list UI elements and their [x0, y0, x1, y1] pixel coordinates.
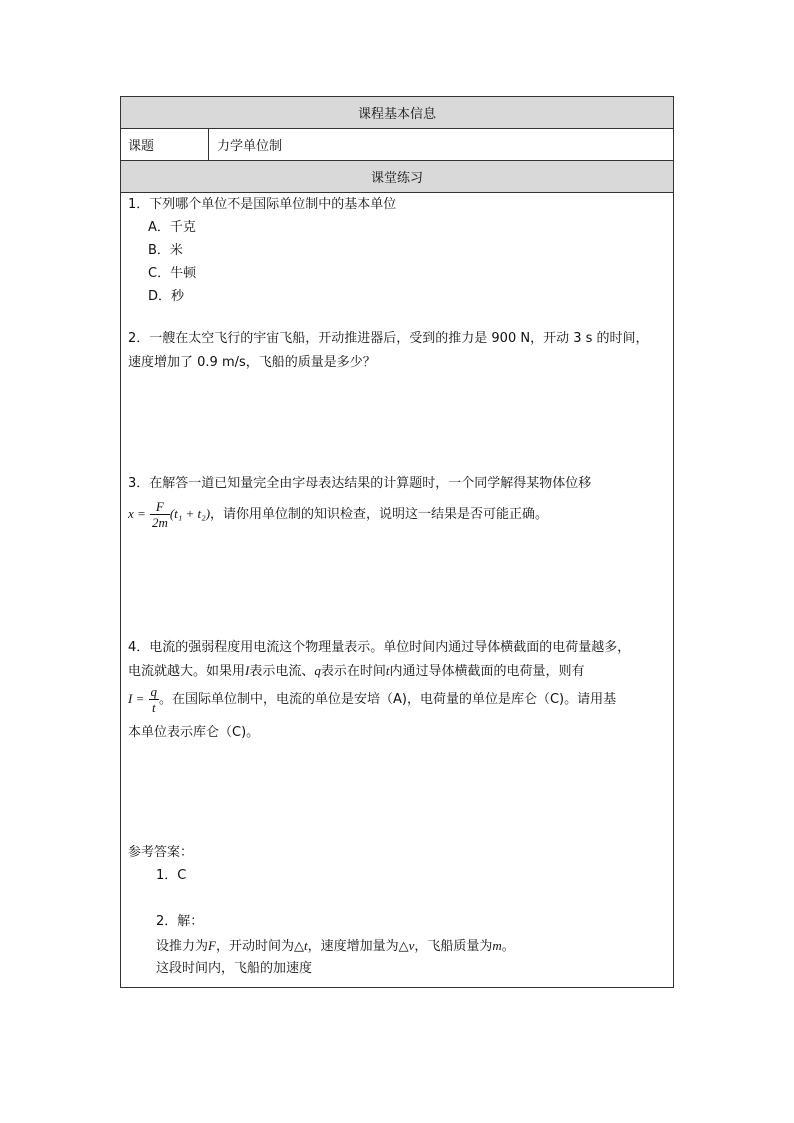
q4-line-4: 本单位表示库仑（C)。 — [128, 725, 260, 740]
q4-formula-lhs: I = — [128, 691, 145, 706]
q4-var-t: t — [385, 663, 390, 678]
q4-var-i: I — [245, 663, 250, 678]
topic-row — [121, 129, 673, 161]
answer-2-line-1 — [156, 937, 515, 956]
answer-2-part-c: ，速度增加量为△ — [307, 939, 409, 954]
exercise-header — [121, 161, 673, 193]
q2-line-1: 2．一艘在太空飞行的宇宙飞船，开动推进器后，受到的推力是 900 N，开动 3 s 的时间， — [128, 331, 649, 346]
answer-2-var-m: m — [492, 938, 502, 953]
answer-2-title: 2．解： — [156, 914, 204, 929]
q4-line-3 — [128, 682, 616, 717]
exercise-title: 课堂练习 — [370, 171, 423, 186]
q4-line-2 — [128, 662, 585, 681]
answer-2-var-f: F — [208, 938, 216, 953]
q1-option-b: B．米 — [148, 243, 183, 258]
q3-line-1: 3．在解答一道已知量完全由字母表达结果的计算题时，一个同学解得某物体位移 — [128, 476, 592, 491]
answer-1: 1．C — [156, 868, 187, 883]
answer-2-part-a: 设推力为 — [156, 939, 209, 954]
q4-formula-fraction — [149, 684, 160, 715]
q4-line-2-part-d: 内通过导体横截面的电荷量，则有 — [389, 664, 585, 679]
q1-option-a: A．千克 — [148, 220, 196, 235]
answer-2-var-v: v — [408, 938, 415, 953]
q1-stem: 1．下列哪个单位不是国际单位制中的基本单位 — [128, 197, 397, 212]
exercise-content — [121, 193, 673, 987]
course-info-header — [121, 97, 673, 129]
q4-line-2-part-a: 电流就越大。如果用 — [128, 664, 246, 679]
answers-title: 参考答案： — [128, 845, 194, 860]
q3-line-2 — [128, 497, 548, 532]
answer-2-part-e: 。 — [501, 939, 515, 954]
q1-option-c: C．牛顿 — [148, 266, 197, 281]
answer-2-line-2: 这段时间内，飞船的加速度 — [156, 961, 313, 976]
q3-formula-rhs: (t₁ + t₂) — [169, 506, 211, 521]
course-info-title: 课程基本信息 — [357, 107, 436, 122]
q4-line-2-part-b: 表示电流、 — [249, 664, 315, 679]
q4-line-2-part-c: 表示在时间 — [320, 664, 386, 679]
answer-2-part-d: ，飞船质量为 — [414, 939, 493, 954]
q3-formula-fraction — [150, 499, 170, 530]
answer-2-var-t: t — [303, 938, 308, 953]
answer-2-part-b: ，开动时间为△ — [215, 939, 304, 954]
q4-var-q: q — [314, 663, 321, 678]
lesson-sheet — [120, 96, 674, 988]
q3-formula-numerator: F — [150, 499, 170, 515]
q4-formula-denominator: t — [151, 700, 156, 715]
q1-option-d: D．秒 — [148, 289, 185, 304]
q4-line-1: 4．电流的强弱程度用电流这个物理量表示。单位时间内通过导体横截面的电荷量越多， — [128, 640, 631, 655]
topic-label: 课题 — [121, 129, 209, 160]
q3-line-2-text: ，请你用单位制的知识检查，说明这一结果是否可能正确。 — [210, 507, 549, 522]
q3-formula-denominator: 2m — [151, 515, 168, 530]
q3-formula-lhs: x = — [128, 506, 146, 521]
q4-formula-numerator: q — [150, 684, 157, 699]
topic-value: 力学单位制 — [217, 139, 283, 154]
q2-line-2: 速度增加了 0.9 m/s，飞船的质量是多少？ — [128, 355, 376, 370]
q4-line-3-text: 。在国际单位制中，电流的单位是安培（A)，电荷量的单位是库仑（C)。请用基 — [159, 692, 617, 707]
